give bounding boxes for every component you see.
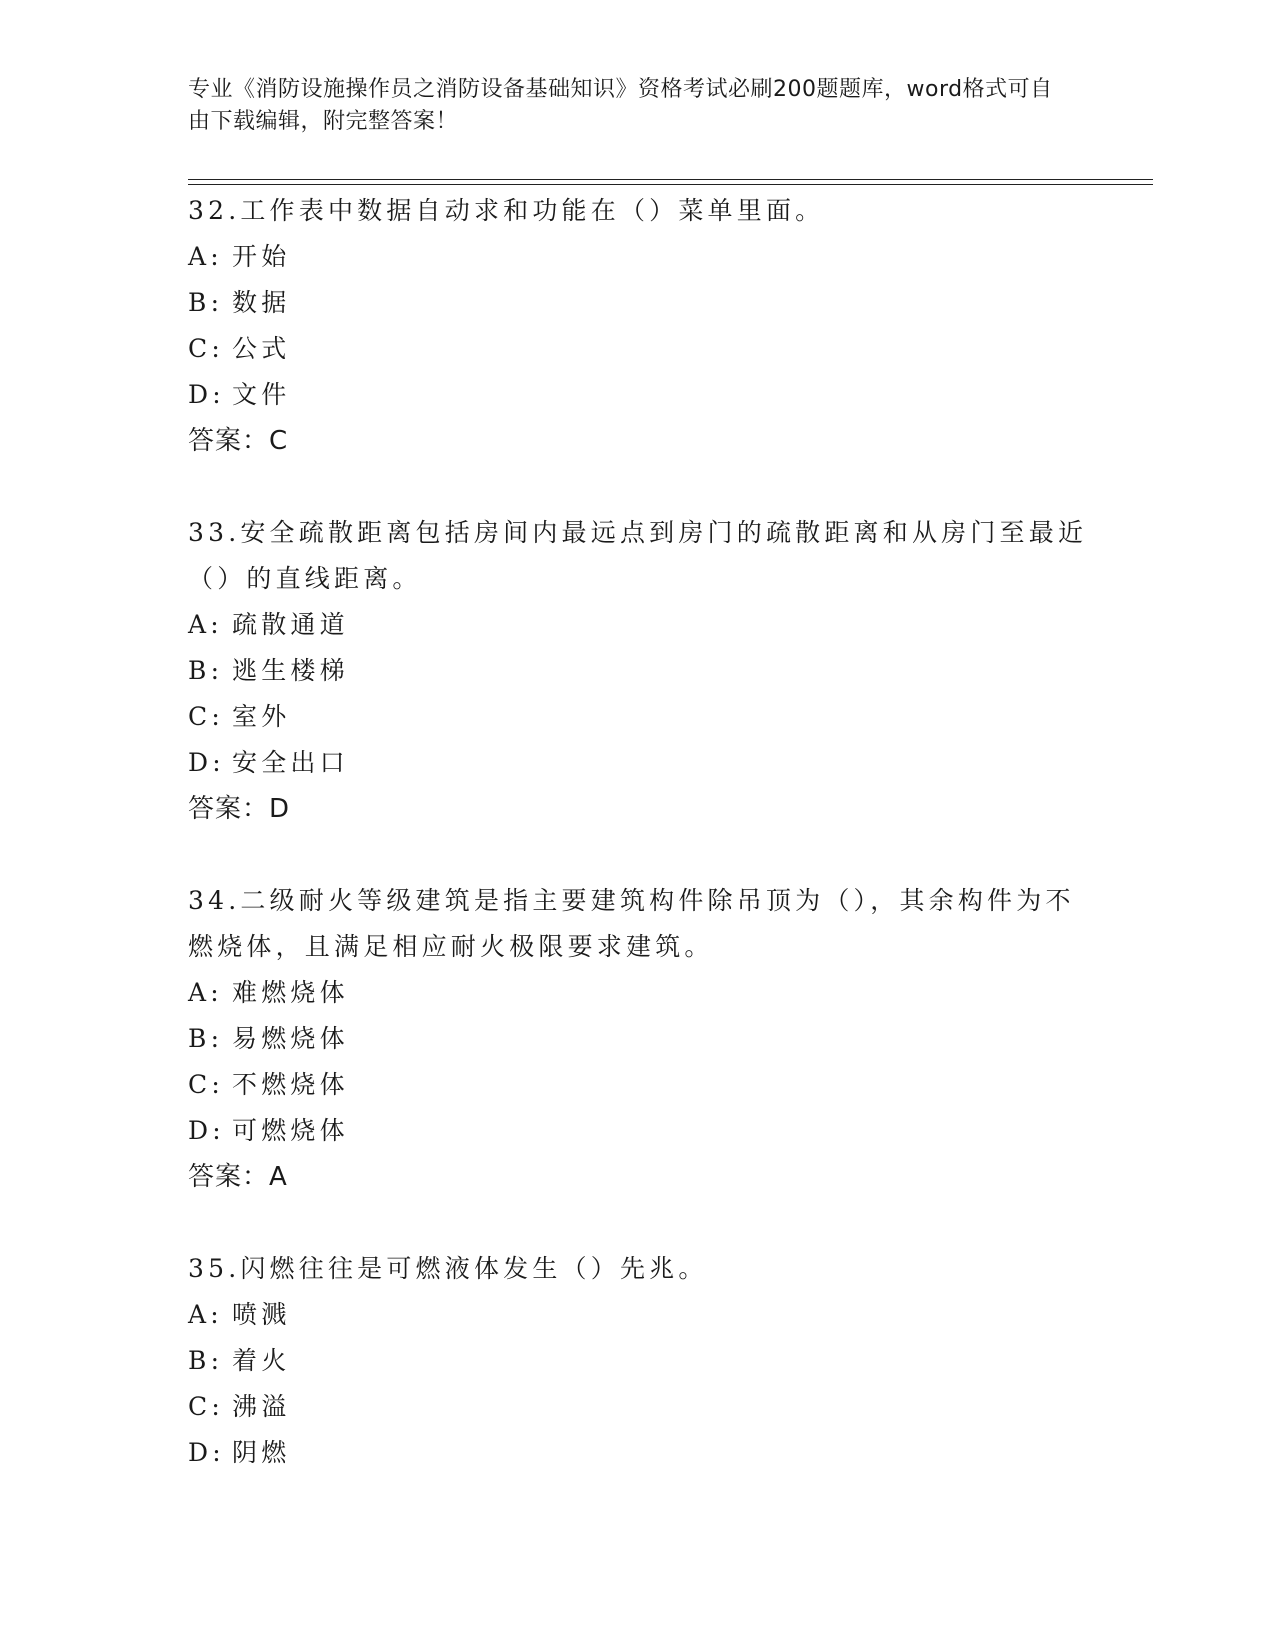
option-key: C: [188,1392,224,1421]
answer-line: 答案：A [188,1162,288,1192]
option-b [188,1016,1088,1062]
option-text: 沸溢 [232,1392,291,1421]
header-divider-top [188,179,1153,180]
question-35 [188,1246,1088,1476]
document-header: 专业《消防设施操作员之消防设备基础知识》资格考试必刷200题题库，word格式可自由下载编辑，附完整答案！ [188,77,1053,134]
answer-line: 答案：C [188,426,289,456]
option-text: 安全出口 [232,748,349,777]
option-b [188,648,1088,694]
option-a [188,602,1088,648]
question-32 [188,188,1088,464]
option-text: 室外 [232,702,291,731]
option-text: 着火 [232,1346,291,1375]
option-b [188,1338,1088,1384]
option-key: D: [188,380,225,409]
option-key: B: [188,656,224,685]
option-text: 难燃烧体 [232,978,349,1007]
question-34 [188,878,1088,1200]
question-33 [188,510,1088,832]
option-b [188,280,1088,326]
option-text: 数据 [232,288,291,317]
question-list [188,188,1088,1522]
option-a [188,234,1088,280]
option-key: A: [188,1300,223,1329]
option-text: 阴燃 [232,1438,291,1467]
option-key: B: [188,1346,224,1375]
option-key: C: [188,334,224,363]
option-key: D: [188,748,225,777]
option-c [188,326,1088,372]
answer-line: 答案：D [188,794,291,824]
option-text: 公式 [232,334,291,363]
option-a [188,970,1088,1016]
option-text: 逃生楼梯 [232,656,349,685]
question-stem: 32.工作表中数据自动求和功能在（）菜单里面。 [188,196,825,225]
option-key: A: [188,610,223,639]
option-c [188,1062,1088,1108]
option-key: C: [188,702,224,731]
option-key: B: [188,1024,224,1053]
header-divider-bottom [188,184,1153,185]
option-key: D: [188,1116,225,1145]
option-key: C: [188,1070,224,1099]
option-d [188,1430,1088,1476]
question-stem: 35.闪燃往往是可燃液体发生（）先兆。 [188,1254,708,1283]
option-text: 可燃烧体 [232,1116,349,1145]
option-a [188,1292,1088,1338]
option-c [188,1384,1088,1430]
question-stem: 33.安全疏散距离包括房间内最远点到房门的疏散距离和从房门至最近（）的直线距离。 [188,518,1088,593]
option-text: 喷溅 [232,1300,291,1329]
question-stem: 34.二级耐火等级建筑是指主要建筑构件除吊顶为（），其余构件为不燃烧体，且满足相应耐火极限要求建筑。 [188,886,1075,961]
option-key: A: [188,978,223,1007]
option-d [188,372,1088,418]
option-text: 开始 [232,242,291,271]
option-text: 文件 [232,380,291,409]
option-text: 疏散通道 [232,610,349,639]
option-d [188,1108,1088,1154]
option-d [188,740,1088,786]
option-text: 不燃烧体 [232,1070,349,1099]
option-c [188,694,1088,740]
option-key: D: [188,1438,225,1467]
option-key: A: [188,242,223,271]
option-text: 易燃烧体 [232,1024,349,1053]
option-key: B: [188,288,224,317]
